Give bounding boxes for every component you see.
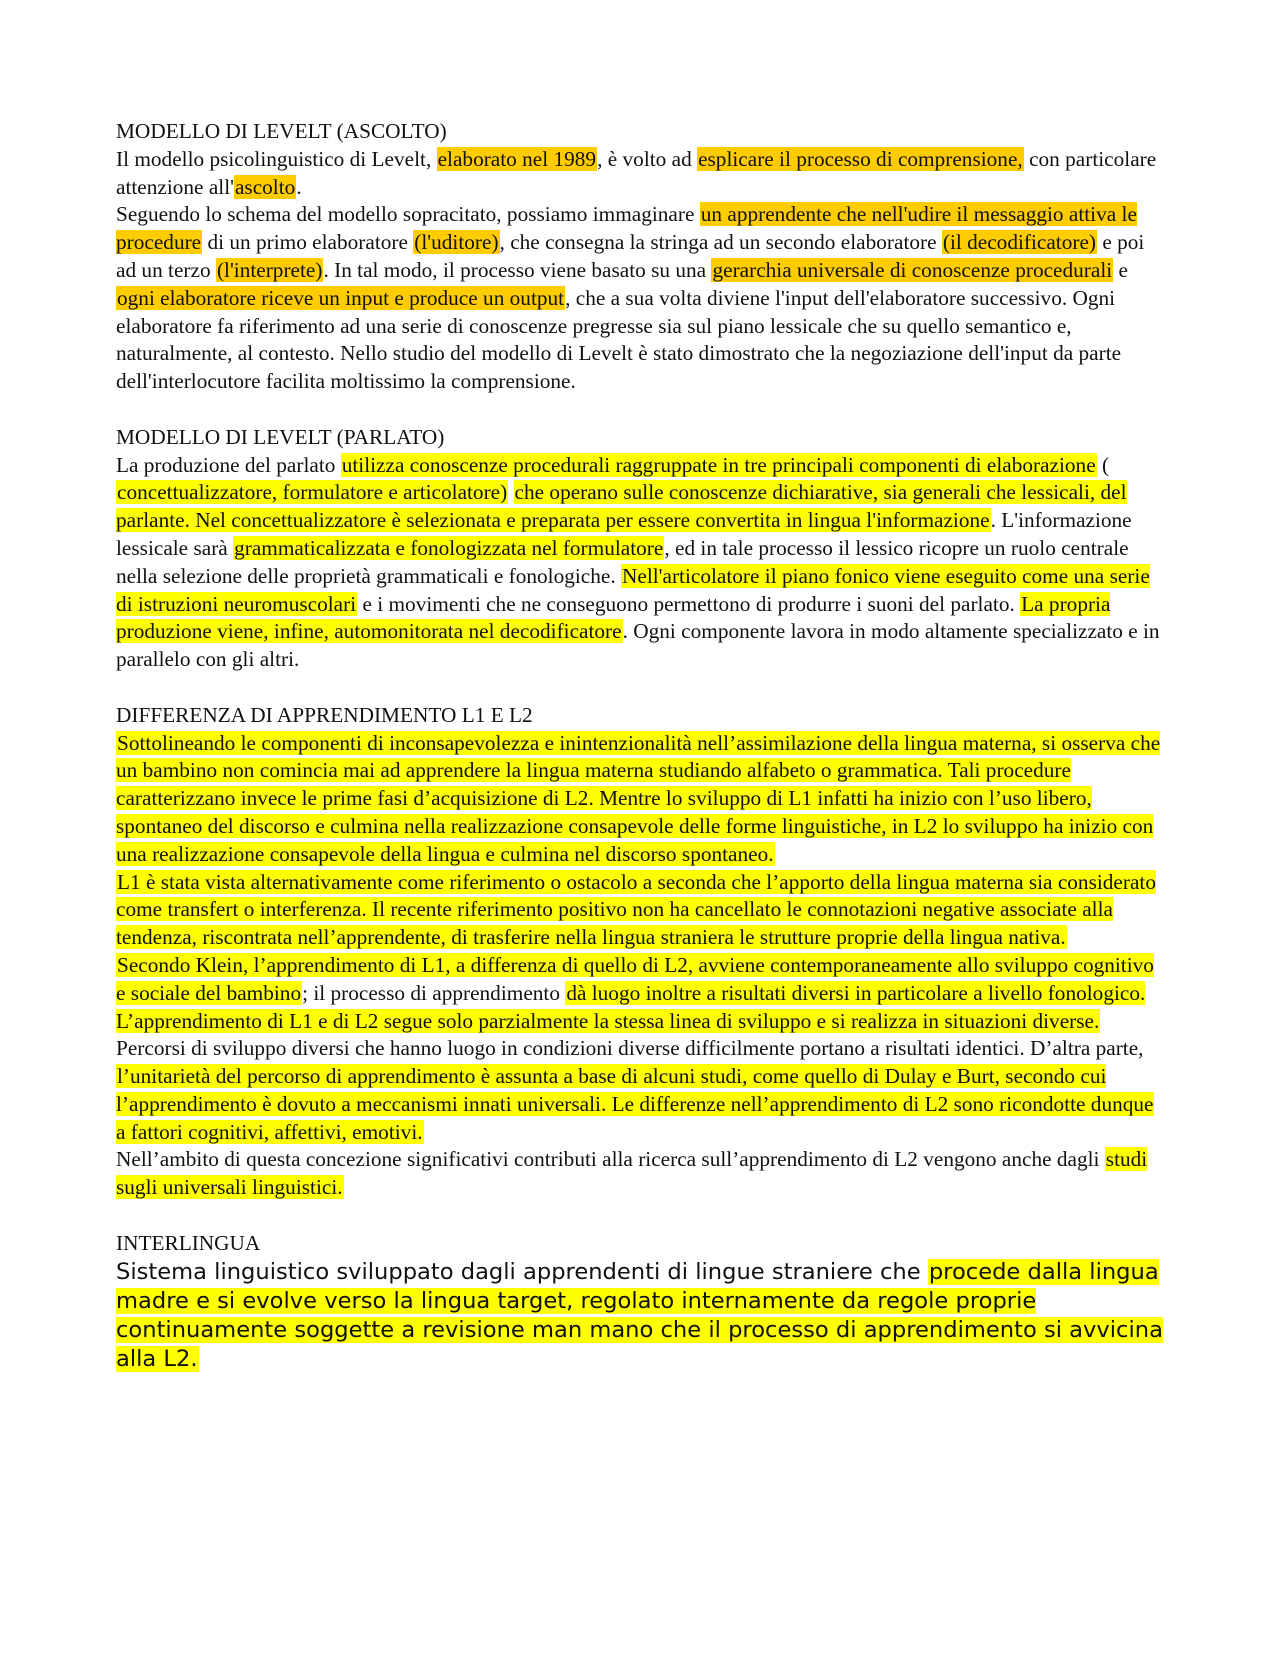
text-run: . [296, 174, 302, 199]
paragraph [116, 201, 1166, 396]
section-heading: MODELLO DI LEVELT (PARLATO) [116, 424, 445, 449]
section-heading: MODELLO DI LEVELT (ASCOLTO) [116, 119, 447, 143]
text-run: ; il processo di apprendimento [302, 980, 566, 1005]
text-run: . Ogni componente lavora in modo altamente specializzato e in parallelo con gli altri. [116, 619, 1160, 672]
text-run: Nell’ambito di questa concezione significativi contributi alla ricerca sull’apprendimento di L2 vengono anche dagli [116, 1147, 1105, 1172]
highlighted-text: (il decodificatore) [942, 230, 1097, 255]
text-run: , è volto ad [597, 146, 698, 171]
highlighted-text: Nell'articolatore il piano fonico viene eseguito come una serie di istruzioni neuromuscolari [116, 563, 1150, 616]
paragraph [116, 146, 1166, 202]
highlighted-text: (l'uditore) [414, 230, 499, 255]
highlighted-text: un apprendente che nell'udire il messaggio attiva le procedure [116, 202, 1137, 255]
paragraph [116, 1258, 1166, 1375]
text-run: e i movimenti che ne conseguono permettono di produrre i suoni del parlato. [357, 591, 1021, 616]
highlighted-text: elaborato nel 1989 [437, 146, 597, 171]
text-run: di un primo elaboratore [202, 230, 414, 255]
section-heading: INTERLINGUA [116, 1230, 261, 1255]
text-run [508, 480, 513, 504]
section-spacer [116, 674, 1166, 702]
section-spacer [116, 1202, 1166, 1230]
paragraph [116, 452, 1166, 674]
highlighted-text: esplicare il processo di comprensione, [698, 146, 1023, 171]
highlighted-text: che operano sulle conoscenze dichiarative, sia generali che lessicali, del parlante. Nel concettualizzatore è selezionata e preparata per essere convertita in lingua l'informazione [116, 480, 1127, 533]
highlighted-text: L1 è stata vista alternativamente come riferimento o ostacolo a seconda che l’apporto della lingua materna sia considerato come transfert o interferenza. Il recente riferimento positivo non ha cancellato le connotazioni negative associate alla tendenza, riscontrata nell’apprendente, di trasferire nella lingua straniera le strutture proprie della lingua nativa. [116, 869, 1156, 950]
text-run: con particolare attenzione all' [116, 146, 1157, 199]
section-heading: DIFFERENZA DI APPRENDIMENTO L1 E L2 [116, 702, 533, 727]
highlighted-text: concettualizzatore, formulatore e articolatore) [117, 480, 508, 505]
text-run: Percorsi di sviluppo diversi che hanno luogo in condizioni diverse difficilmente portano a risultati identici. D’altra parte, [116, 1036, 1144, 1061]
text-run: ( [1096, 452, 1110, 477]
paragraph [116, 1035, 1166, 1146]
text-run: , che consegna la stringa ad un secondo elaboratore [499, 230, 942, 255]
text-run: Seguendo lo schema del modello sopracitato, possiamo immaginare [116, 202, 700, 227]
text-run: Il modello psicolinguistico di Levelt, [116, 146, 437, 171]
paragraph [116, 869, 1166, 952]
highlighted-text: utilizza conoscenze procedurali raggruppate in tre principali componenti di elaborazione [341, 452, 1096, 477]
paragraph [116, 730, 1166, 869]
section-spacer [116, 396, 1166, 424]
text-run: . In tal modo, il processo viene basato su una [323, 257, 712, 282]
highlighted-text: dà luogo inoltre a risultati diversi in particolare a livello fonologico. L’apprendimento di L1 e di L2 segue solo parzialmente la stessa linea di sviluppo e si realizza in situazioni diverse. [116, 980, 1146, 1033]
highlighted-text: grammaticalizzata e fonologizzata nel formulatore [234, 535, 664, 560]
highlighted-text: ascolto [234, 174, 296, 199]
highlighted-text: La propria produzione viene, infine, automonitorata nel decodificatore [116, 591, 1111, 644]
text-run: Sistema linguistico sviluppato dagli apprendenti di lingue straniere che [116, 1258, 928, 1285]
highlighted-text: Sottolineando le componenti di inconsapevolezza e inintenzionalità nell’assimilazione della lingua materna, si osserva che un bambino non comincia mai ad apprendere la lingua materna studiando alfabeto o grammatica. Tali procedure caratterizzano invece le prime fasi d’acquisizione di L2. Mentre lo sviluppo di L1 infatti ha inizio con l’uso libero, spontaneo del discorso e culmina nella realizzazione consapevole delle forme linguistiche, in L2 lo sviluppo ha inizio con una realizzazione consapevole della lingua e culmina nel discorso spontaneo. [116, 730, 1161, 866]
highlighted-text: Secondo Klein, l’apprendimento di L1, a differenza di quello di L2, avviene contemporaneamente allo sviluppo cognitivo e sociale del bambino [116, 952, 1154, 1005]
highlighted-text: procede dalla lingua madre e si evolve verso la lingua target, regolato internamente da regole proprie continuamente soggette a revisione man mano che il processo di apprendimento si avvicina alla L2. [116, 1258, 1163, 1373]
highlighted-text: studi sugli universali linguistici. [116, 1147, 1148, 1200]
paragraph [116, 952, 1166, 1035]
highlighted-text: gerarchia universale di conoscenze procedurali [712, 257, 1113, 282]
text-run: . L'informazione lessicale sarà [116, 508, 1132, 560]
text-run: e [1113, 257, 1128, 282]
highlighted-text: l’unitarietà del percorso di apprendimento è assunta a base di alcuni studi, come quello di Dulay e Burt, secondo cui l’apprendimento è dovuto a meccanismi innati universali. Le differenze nell’apprendimento di L2 sono ricondotte dunque a fattori cognitivi, affettivi, emotivi. [116, 1064, 1154, 1144]
text-run: , che a sua volta diviene l'input dell'elaboratore successivo. Ogni elaboratore fa riferimento ad una serie di conoscenze pregresse sia sul piano lessicale che su quello semantico e, naturalmente, al contesto. Nello studio del modello di Levelt è stato dimostrato che la negoziazione dell'input da parte dell'interlocutore facilita moltissimo la comprensione. [116, 285, 1122, 394]
text-run: e poi ad un terzo [116, 230, 1145, 282]
paragraph [116, 1146, 1166, 1202]
text-run: La produzione del parlato [116, 452, 341, 477]
highlighted-text: ogni elaboratore riceve un input e produce un output [117, 285, 565, 310]
document-page [116, 118, 1166, 1374]
highlighted-text: (l'interprete) [216, 257, 323, 282]
text-run: , ed in tale processo il lessico ricopre un ruolo centrale nella selezione delle proprietà grammaticali e fonologiche. [116, 535, 1129, 588]
